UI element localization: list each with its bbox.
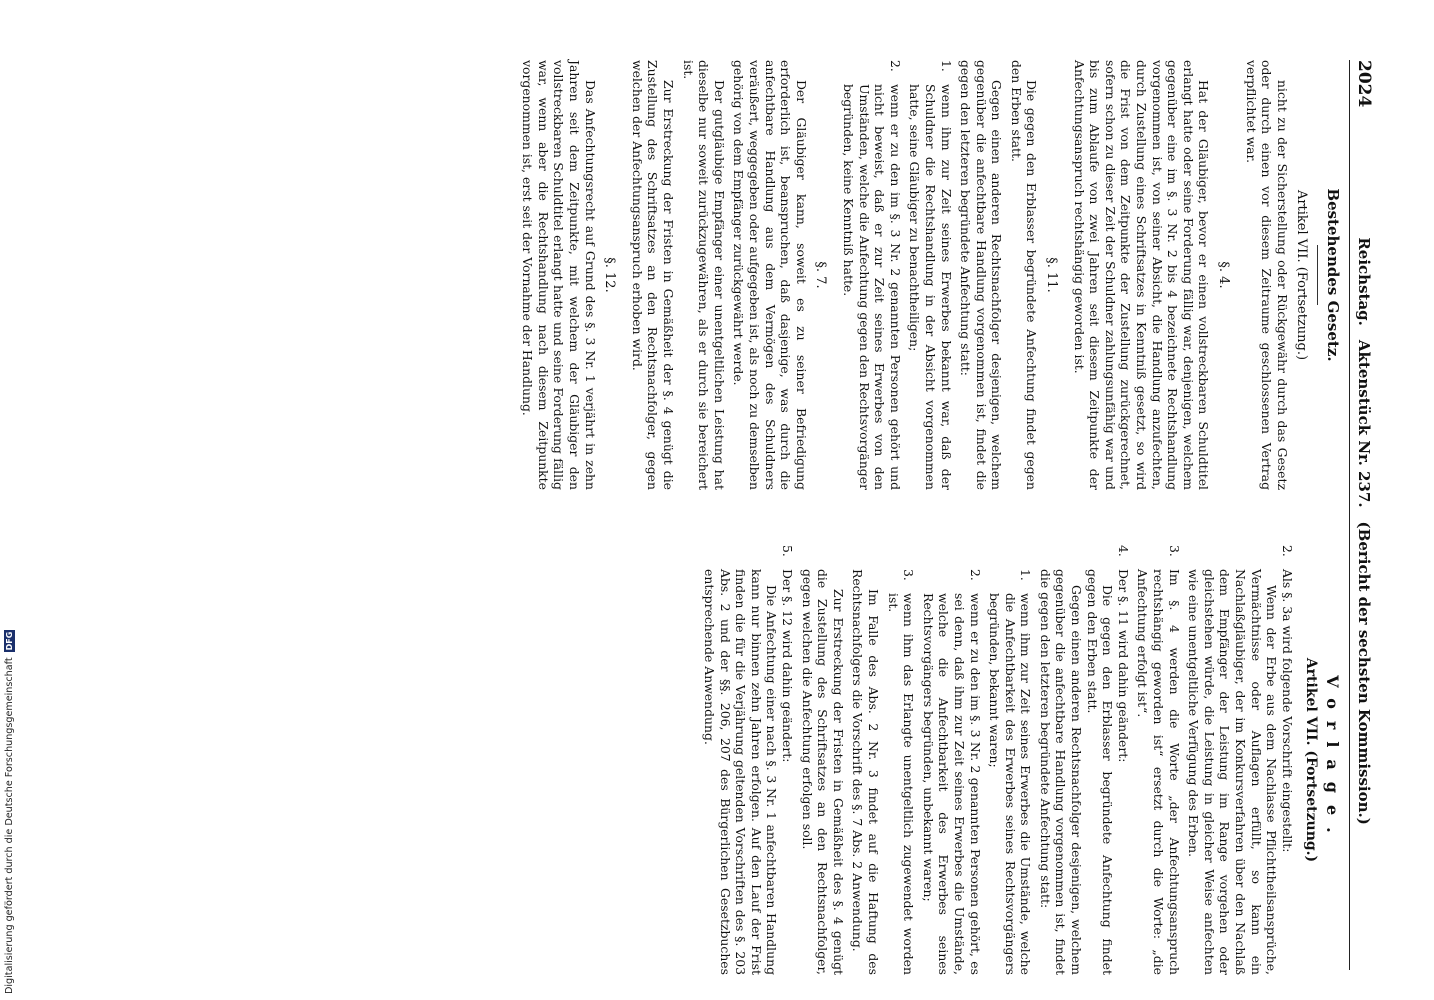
paragraph: Im Falle des Abs. 2 Nr. 3 findet auf die Haftung des Rechtsnachfolgers die Vorschrift des §. 7 Abs. 2 Anwendung. — [850, 569, 881, 975]
header-left: Reichstag. — [1355, 237, 1373, 326]
list-number: 1. — [938, 60, 954, 72]
list-text: Im §. 4 werden die Worte „der Anfechtungsanspruch rechtshängig geworden ist“ ersetzt durch die Worte: „die Anfechtung erfolgt ist“. — [1135, 569, 1182, 975]
list-text: Der §. 12 wird dahin geändert: — [780, 569, 795, 763]
column-proposal — [697, 545, 1340, 975]
list-number: 2. — [967, 569, 983, 581]
paragraph: Zur Erstreckung der Fristen in Gemäßheit der §. 4 genügt die Zustellung des Schriftsatzes an den Rechtsnachfolger, gegen welchen der Anfechtungsanspruch erhoben wird. — [629, 60, 677, 490]
quoted-provision: Die Anfechtung einer nach §. 3 Nr. 1 anfechtbaren Handlung kann nur binnen zehn Jahren erfolgen. Auf den Lauf der Frist finden die für die Verjährung geltenden Vorschriften des §. 203 Abs. 2 und der §§. 206, 207 des Bürgerlichen Gesetzbuches entsprechende Anwendung. — [702, 569, 780, 975]
list-number: 3. — [1166, 545, 1182, 557]
paragraph: Der Gläubiger kann, soweit es zu seiner Befriedigung erforderlich ist, beanspruchen, daß dasjenige, was durch die anfechtbare Handlung aus dem Vermögen des Schuldners veräußert, weggegeben oder aufgegeben ist, als noch zu demselben gehörig von dem Empfänger zurückgewährt werde. — [731, 60, 809, 490]
paragraph: Gegen einen anderen Rechtsnachfolger desjenigen, welchem gegenüber die anfechtbare Handlung vorgenommen ist, findet die gegen den letzteren begründete Anfechtung statt: — [958, 60, 1005, 490]
quoted-provision: Die gegen den Erblasser begründete Anfechtung findet gegen den Erben statt. — [1084, 569, 1116, 975]
list-item — [1135, 545, 1182, 975]
sub-list-item — [987, 569, 1034, 975]
column-title: Bestehendes Gesetz. — [1324, 188, 1342, 362]
title-divider — [1317, 245, 1318, 305]
section-heading: §. 11. — [1044, 257, 1060, 293]
header-right: (Bericht der sechsten Kommission.) — [1355, 521, 1373, 825]
paragraph: Der gutgläubige Empfänger einer unentgeltlichen Leistung hat dieselbe nur soweit zurückzugewähren, als er durch sie bereichert ist. — [680, 60, 727, 490]
section-heading: §. 12. — [602, 257, 618, 293]
sub-list-item — [920, 569, 982, 975]
list-text: wenn ihm zur Zeit seines Erwerbes die Umstände, welche die Anfechtbarkeit des Erwerbes seines Rechtsvorgängers begründen, bekannt waren; — [987, 593, 1034, 975]
list-item — [701, 545, 795, 975]
dfg-logo: DFG — [5, 631, 14, 651]
list-item — [1186, 545, 1295, 975]
funding-note: Digitalisierung gefördert durch die Deutsche Forschungsgemeinschaft — [4, 657, 15, 994]
list-number: 2. — [1279, 545, 1295, 557]
list-number: 5. — [780, 545, 795, 557]
paragraph: Die gegen den Erblasser begründete Anfechtung findet gegen den Erben statt. — [1008, 60, 1040, 490]
list-text: wenn ihm zur Zeit seines Erwerbes bekannt war, daß der Schuldner die Rechtshandlung in der Absicht vorgenommen hatte, seine Gläubiger zu benachtheiligen; — [907, 84, 954, 490]
section-heading: §. 4. — [1216, 261, 1232, 289]
article-heading: Artikel VII. (Fortsetzung.) — [1303, 657, 1320, 863]
list-number: 2. — [887, 60, 903, 72]
header-middle: Aktenstück Nr. 237. — [1355, 339, 1373, 508]
list-number: 1. — [1018, 569, 1034, 581]
article-heading: Artikel VII. (Fortsetzung.) — [1294, 189, 1310, 361]
paragraph: Hat der Gläubiger, bevor er einen vollstreckbaren Schuldtitel erlangt hatte oder seine Forderung fällig war, denjenigen, welchem gegenüber eine im §. 3 Nr. 2 bis 4 bezeichnete Rechtshandlung vorgenommen ist, von seiner Absicht, die Handlung anzufechten, durch Zustellung eines Schriftsatzes in Kenntniß gesetzt, so wird die Frist von dem Zeitpunkte der Zustellung zurückgerechnet, sofern schon zu dieser Zeit der Schuldner zahlungsunfähig war und bis zum Ablaufe von zwei Jahren seit diesem Zeitpunkte der Anfechtungsanspruch rechtshängig geworden ist. — [1071, 60, 1212, 490]
digitization-note — [4, 600, 18, 994]
paragraph: Das Anfechtungsrecht auf Grund des §. 3 Nr. 1 verjährt in zehn Jahren seit dem Zeitpunkte, mit welchem der Gläubiger den vollstreckbaren Schuldtitel erlangt hatte und seine Forderung fällig war, wenn aber die Rechtshandlung nach diesem Zeitpunkte vorgenommen ist, erst seit der Vornahme der Handlung. — [520, 60, 598, 490]
list-item — [840, 60, 902, 490]
list-text: Der §. 11 wird dahin geändert: — [1115, 569, 1131, 763]
paragraph: nicht zu der Sicherstellung oder Rückgewähr durch das Gesetz oder durch einen vor diesem Zeitraume geschlossenen Vertrag verpflichtet war. — [1243, 60, 1290, 490]
list-text: wenn er zu den im §. 3 Nr. 2 genannten Personen gehört, es sei denn, daß ihm zur Zeit seines Erwerbes die Umstände, welche die Anfechtbarkeit des Erwerbes seines Rechtsvorgängers begründen, unbekannt waren; — [920, 593, 983, 975]
list-number: 3. — [901, 569, 917, 581]
column-title: Vorlage. — [1323, 675, 1342, 845]
page-number: 2024 — [1354, 60, 1374, 108]
header-rule — [1349, 60, 1350, 970]
page-header — [1354, 60, 1374, 970]
list-number: 4. — [1115, 545, 1131, 557]
list-text: wenn ihm das Erlangte unentgeltlich zugewendet worden ist. — [885, 593, 917, 975]
quoted-provision: Wenn der Erbe aus dem Nachlasse Pflichttheilsansprüche, Vermächtnisse oder Auflagen erfüllt, so kann ein Nachlaßgläubiger, der im Konkursverfahren über den Nachlaß dem Empfänger der Leistung im Range vorgehen oder gleichstehen würde, die Leistung in gleicher Weise anfechten wie eine unentgeltliche Verfügung des Erben. — [1186, 569, 1280, 975]
quoted-provision: Gegen einen anderen Rechtsnachfolger desjenigen, welchem gegenüber die anfechtbare Handlung vorgenommen ist, findet die gegen den letzteren begründete Anfechtung statt: — [1037, 569, 1085, 975]
list-item — [1037, 545, 1131, 975]
column-existing-law — [516, 60, 1340, 490]
paragraph: Zur Erstreckung der Fristen in Gemäßheit des §. 4 genügt die Zustellung des Schriftsatzes an den Rechtsnachfolger, gegen welchen die Anfechtung erfolgen soll. — [799, 569, 846, 975]
sub-list-item — [885, 569, 916, 975]
list-text: Als §. 3a wird folgende Vorschrift eingestellt: — [1279, 569, 1295, 853]
section-heading: §. 7. — [813, 261, 829, 289]
list-item — [907, 60, 954, 490]
list-text: wenn er zu den im §. 3 Nr. 2 genannten Personen gehört und nicht beweist, daß er zur Zeit seines Erwerbes von den Umständen, welche die Anfechtung gegen den Rechtsvorgänger begründen, keine Kenntniß hatte. — [840, 84, 903, 490]
